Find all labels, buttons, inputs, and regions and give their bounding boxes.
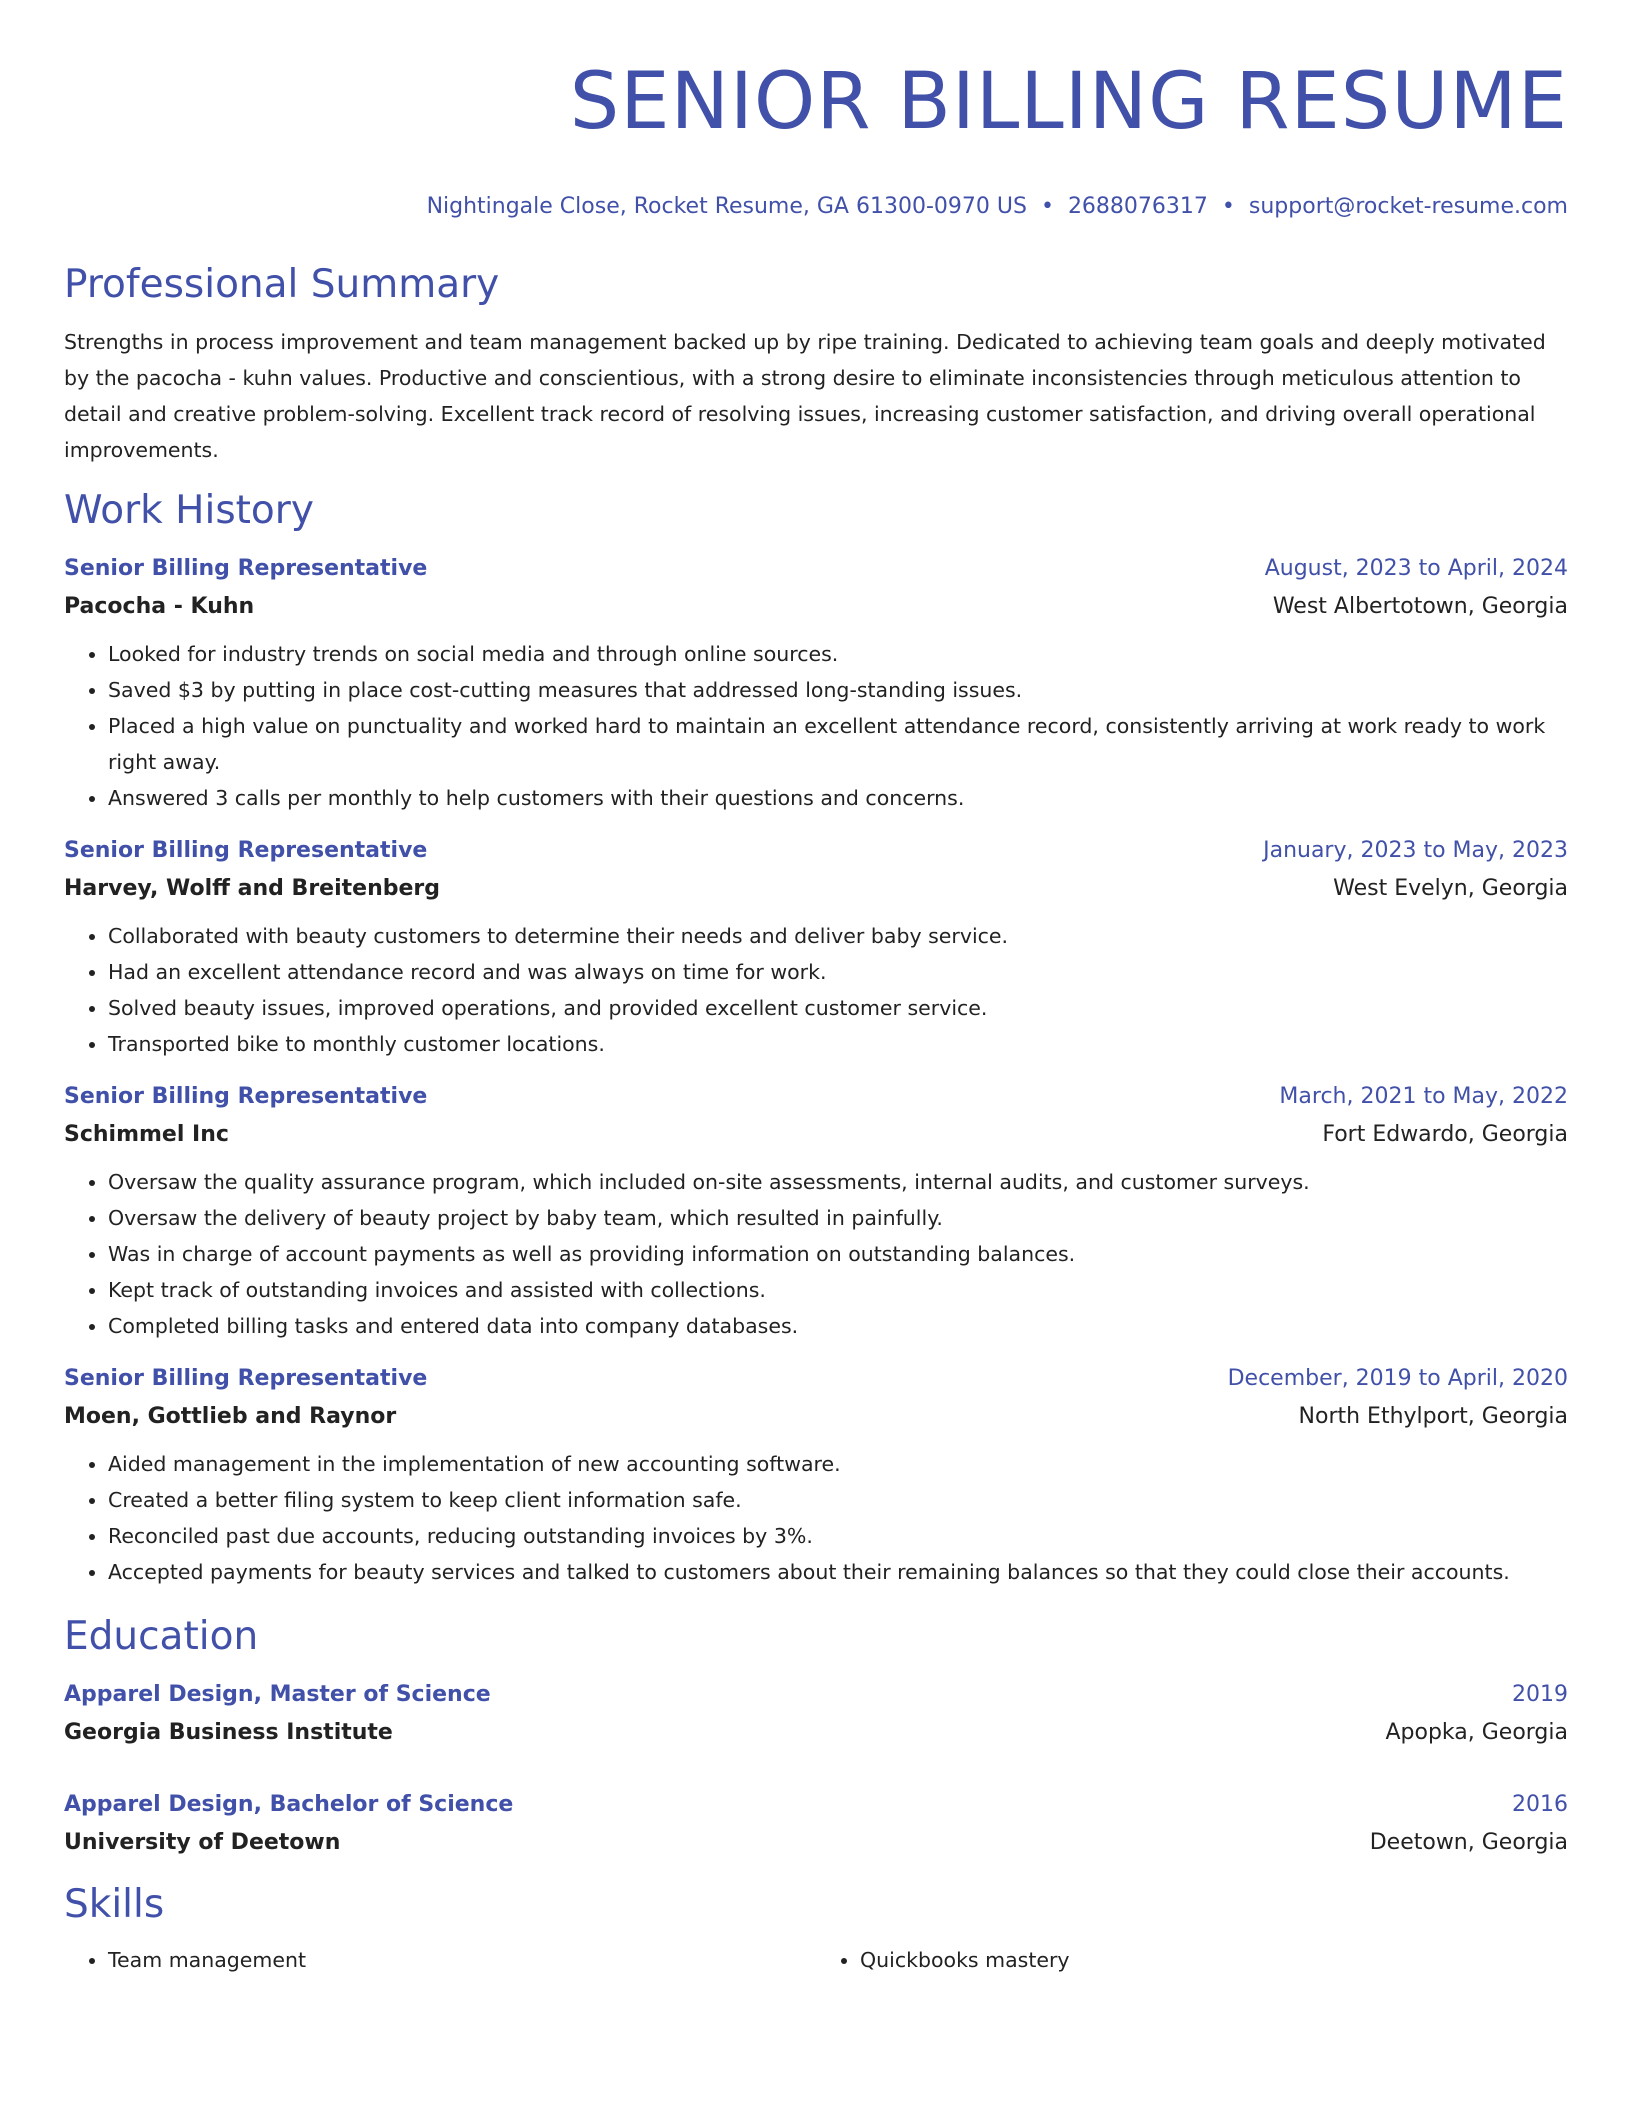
job-title: Senior Billing Representative <box>64 1084 428 1109</box>
education-header-row <box>64 1676 1568 1714</box>
degree-name: Apparel Design, Master of Science <box>64 1682 491 1707</box>
job-company-row <box>64 588 1568 626</box>
resume-title: SENIOR BILLING RESUME <box>569 57 1568 147</box>
contact-separator: • <box>1221 194 1235 219</box>
phone-text: 2688076317 <box>1067 194 1208 219</box>
job-bullet: • Transported bike to monthly customer locations. <box>108 1026 1568 1062</box>
summary-text: Strengths in process improvement and team management backed up by ripe training. Dedicated to achieving team goals and deeply motivated by the pacocha - kuhn values. Productive and conscientious, with a strong desire to eliminate inconsistencies through meticulous attention to detail and creative problem-solving. Excellent track record of resolving issues, increasing customer satisfaction, and driving overall operational improvements. <box>64 330 1546 462</box>
job-bullet: • Reconciled past due accounts, reducing outstanding invoices by 3%. <box>108 1518 1568 1554</box>
job-bullet: • Oversaw the quality assurance program, which included on-site assessments, internal audits, and customer surveys. <box>108 1164 1568 1200</box>
job-location: North Ethylport, Georgia <box>1298 1404 1568 1429</box>
job-bullet: • Placed a high value on punctuality and worked hard to maintain an excellent attendance record, consistently arriving at work ready to work right away. <box>108 708 1568 780</box>
skill-item: • Team management <box>108 1942 816 1978</box>
school-location: Deetown, Georgia <box>1369 1830 1568 1855</box>
job-company-row <box>64 1398 1568 1436</box>
job-location: West Evelyn, Georgia <box>1333 876 1568 901</box>
job-dates: August, 2023 to April, 2024 <box>1264 556 1568 581</box>
job-entry <box>64 550 1568 816</box>
job-location: Fort Edwardo, Georgia <box>1322 1122 1568 1147</box>
graduation-year: 2016 <box>1512 1792 1568 1817</box>
education-entry <box>64 1786 1568 1862</box>
skills-list <box>64 1942 1568 1978</box>
degree-name: Apparel Design, Bachelor of Science <box>64 1792 514 1817</box>
job-location: West Albertotown, Georgia <box>1272 594 1568 619</box>
job-title: Senior Billing Representative <box>64 556 428 581</box>
address-text: Nightingale Close, Rocket Resume, GA 61300-0970 US <box>426 194 1027 219</box>
job-company: Schimmel Inc <box>64 1122 229 1147</box>
work-history-heading: Work History <box>64 488 314 533</box>
skills-column-right <box>816 1942 1568 1978</box>
school-name: University of Deetown <box>64 1830 341 1855</box>
job-entry <box>64 832 1568 1062</box>
job-dates: March, 2021 to May, 2022 <box>1279 1084 1568 1109</box>
skills-column-left <box>64 1942 816 1978</box>
job-bullet: • Saved $3 by putting in place cost-cutting measures that addressed long-standing issues. <box>108 672 1568 708</box>
job-bullets <box>64 1164 1568 1344</box>
school-location: Apopka, Georgia <box>1385 1720 1568 1745</box>
summary-heading: Professional Summary <box>64 262 500 307</box>
job-company-row <box>64 870 1568 908</box>
contact-line <box>64 192 1568 222</box>
job-title: Senior Billing Representative <box>64 1366 428 1391</box>
school-name: Georgia Business Institute <box>64 1720 393 1745</box>
contact-separator: • <box>1040 194 1054 219</box>
job-bullet: • Completed billing tasks and entered data into company databases. <box>108 1308 1568 1344</box>
job-bullet: • Aided management in the implementation of new accounting software. <box>108 1446 1568 1482</box>
education-entry <box>64 1676 1568 1752</box>
job-bullet: • Looked for industry trends on social media and through online sources. <box>108 636 1568 672</box>
job-header-row <box>64 1360 1568 1398</box>
education-header-row <box>64 1786 1568 1824</box>
job-header-row <box>64 1078 1568 1116</box>
job-bullet: • Accepted payments for beauty services and talked to customers about their remaining balances so that they could close their accounts. <box>108 1554 1568 1590</box>
job-header-row <box>64 550 1568 588</box>
job-bullet: • Was in charge of account payments as well as providing information on outstanding balances. <box>108 1236 1568 1272</box>
job-company: Pacocha - Kuhn <box>64 594 255 619</box>
job-title: Senior Billing Representative <box>64 838 428 863</box>
job-bullet: • Collaborated with beauty customers to determine their needs and deliver baby service. <box>108 918 1568 954</box>
email-link[interactable]: support@rocket-resume.com <box>1248 194 1568 219</box>
job-company: Harvey, Wolff and Breitenberg <box>64 876 440 901</box>
job-company-row <box>64 1116 1568 1154</box>
job-bullet: • Oversaw the delivery of beauty project by baby team, which resulted in painfully. <box>108 1200 1568 1236</box>
job-header-row <box>64 832 1568 870</box>
graduation-year: 2019 <box>1512 1682 1568 1707</box>
job-bullets <box>64 918 1568 1062</box>
job-bullet: • Had an excellent attendance record and was always on time for work. <box>108 954 1568 990</box>
job-bullets <box>64 1446 1568 1590</box>
education-school-row <box>64 1714 1568 1752</box>
job-bullet: • Created a better filing system to keep client information safe. <box>108 1482 1568 1518</box>
job-bullets <box>64 636 1568 816</box>
education-school-row <box>64 1824 1568 1862</box>
job-dates: January, 2023 to May, 2023 <box>1263 838 1568 863</box>
job-dates: December, 2019 to April, 2020 <box>1227 1366 1568 1391</box>
skill-item: • Quickbooks mastery <box>860 1942 1568 1978</box>
job-company: Moen, Gottlieb and Raynor <box>64 1404 397 1429</box>
skills-heading: Skills <box>64 1882 165 1927</box>
job-entry <box>64 1360 1568 1590</box>
job-entry <box>64 1078 1568 1344</box>
job-bullet: • Answered 3 calls per monthly to help customers with their questions and concerns. <box>108 780 1568 816</box>
education-heading: Education <box>64 1614 259 1659</box>
job-bullet: • Kept track of outstanding invoices and assisted with collections. <box>108 1272 1568 1308</box>
job-bullet: • Solved beauty issues, improved operations, and provided excellent customer service. <box>108 990 1568 1026</box>
